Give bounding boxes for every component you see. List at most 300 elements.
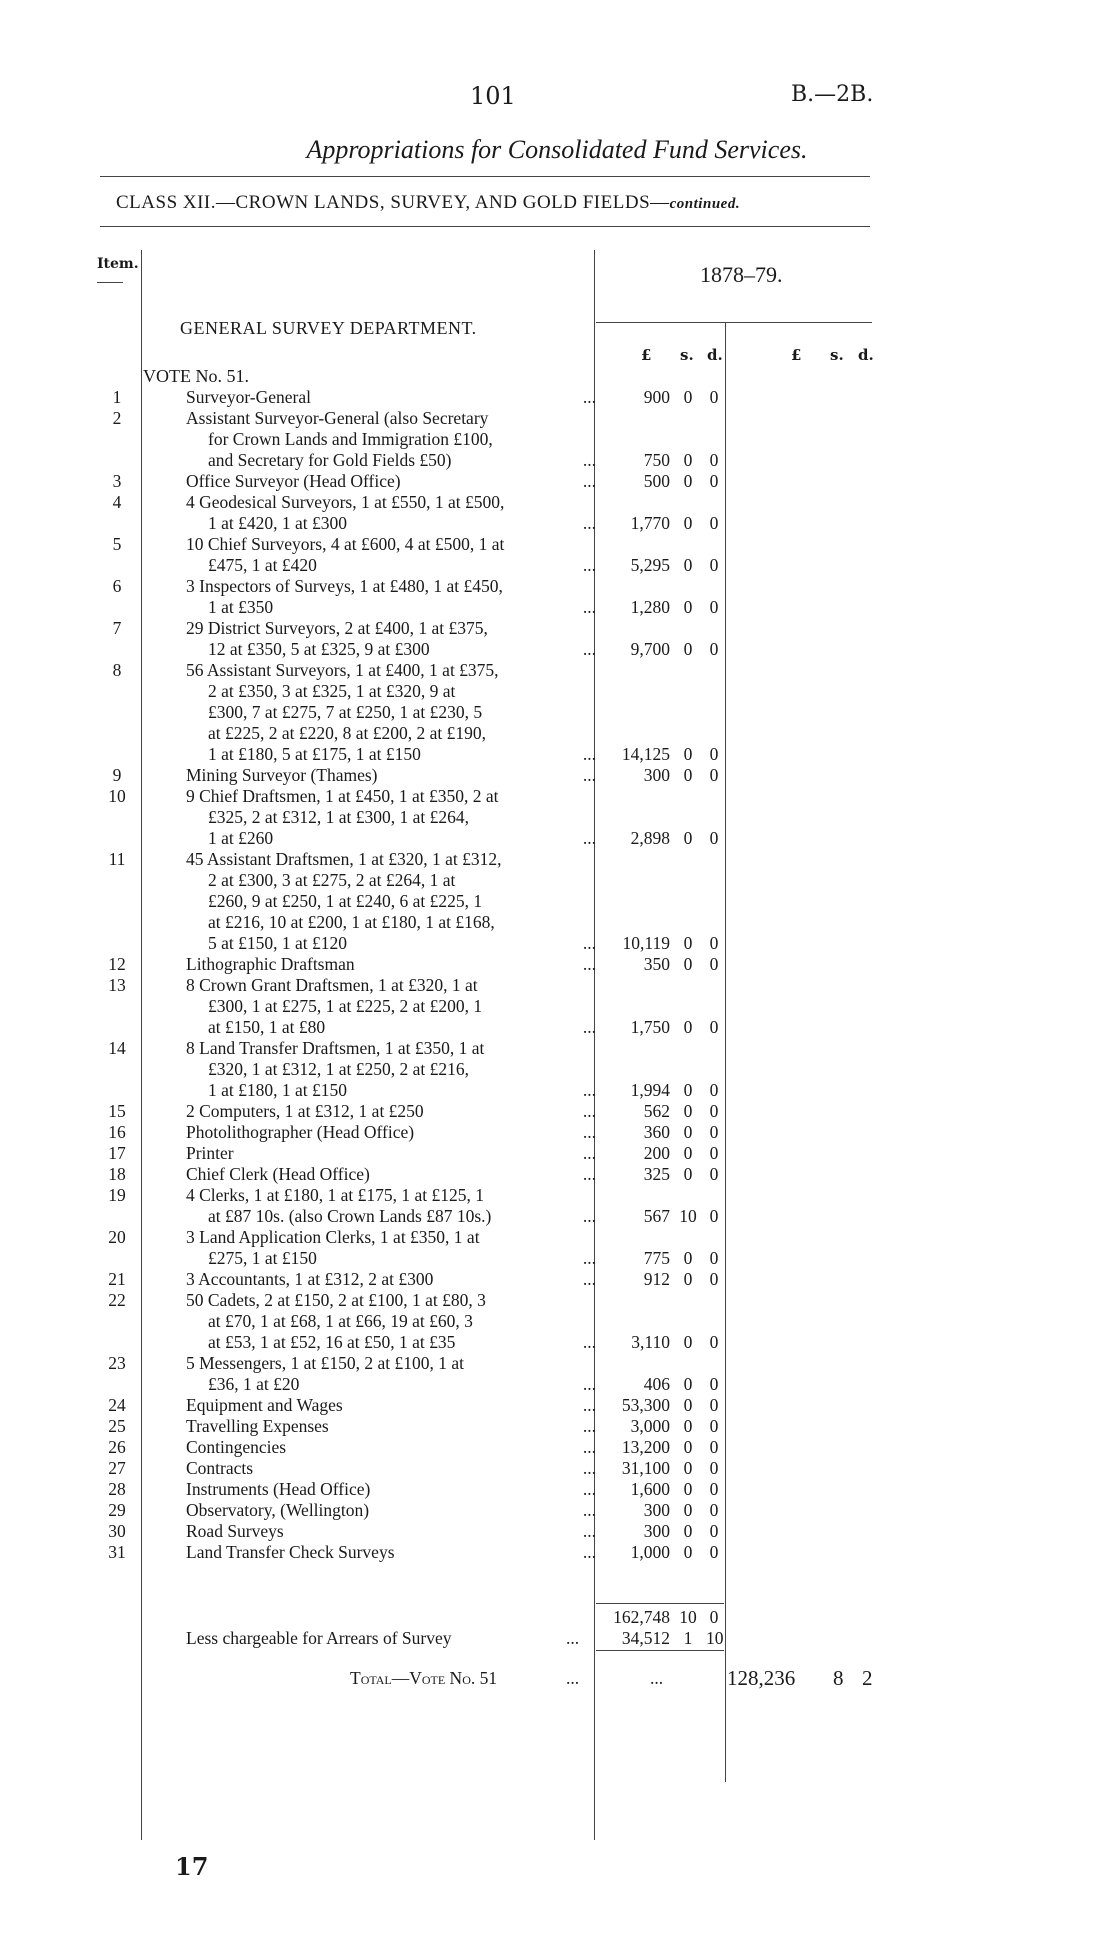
item-description — [186, 408, 596, 471]
leader-wrap — [186, 1248, 596, 1269]
less-row — [0, 1628, 1114, 1649]
amount-pounds: 912 — [643, 1269, 670, 1289]
description-line: 5 at £150, 1 at £120 — [208, 933, 348, 953]
item-description — [186, 954, 596, 975]
item-description — [186, 1164, 596, 1185]
amount-shillings: 0 — [683, 1500, 693, 1520]
description-line: 1 at £180, 1 at £150 — [208, 1080, 348, 1100]
amount-pounds: 3,000 — [630, 1416, 670, 1436]
less-leader: ... — [566, 1628, 580, 1648]
item-number: 22 — [108, 1290, 126, 1310]
leader-wrap — [186, 1395, 596, 1416]
total-pence-header: d. — [858, 346, 874, 364]
item-number: 3 — [112, 471, 122, 491]
item-number: 31 — [108, 1542, 126, 1562]
folio-number: 17 — [175, 1852, 209, 1881]
description-line: Mining Surveyor (Thames) — [186, 765, 378, 785]
amount-shillings: 0 — [683, 1080, 693, 1100]
leader-wrap — [186, 1374, 596, 1395]
description-line: 56 Assistant Surveyors, 1 at £400, 1 at £375, — [186, 660, 499, 680]
total-row — [0, 1666, 1114, 1690]
amount-pounds: 300 — [643, 1500, 670, 1520]
item-description — [186, 1542, 596, 1563]
class-heading-suffix: continued. — [669, 196, 741, 212]
leader-dots: ... — [582, 1122, 596, 1142]
leader-dots: ... — [582, 1500, 596, 1520]
item-number: 21 — [108, 1269, 126, 1289]
amount-pence: 0 — [709, 1374, 719, 1394]
amount-pounds: 1,600 — [630, 1479, 670, 1499]
amount-pounds: 406 — [643, 1374, 670, 1394]
item-description — [186, 786, 596, 849]
leader-wrap — [186, 1542, 596, 1563]
item-number: 29 — [108, 1500, 126, 1520]
item-number: 28 — [108, 1479, 126, 1499]
amount-pounds: 1,994 — [630, 1080, 670, 1100]
leader-wrap — [186, 1458, 596, 1479]
leader-dots: ... — [582, 933, 596, 953]
pence-header: d. — [707, 346, 723, 364]
amount-pence: 0 — [709, 1017, 719, 1037]
leader-dots: ... — [582, 1395, 596, 1415]
description-line: Lithographic Draftsman — [186, 954, 355, 974]
subtotal-shillings: 10 — [679, 1607, 697, 1627]
item-number: 7 — [112, 618, 122, 638]
amount-pence: 0 — [709, 1080, 719, 1100]
amount-pounds: 13,200 — [621, 1437, 670, 1457]
item-number: 11 — [108, 849, 126, 869]
item-description — [186, 1101, 596, 1122]
amount-pence: 0 — [709, 1143, 719, 1163]
amount-shillings: 0 — [683, 1269, 693, 1289]
item-number: 25 — [108, 1416, 126, 1436]
leader-dots: ... — [582, 597, 596, 617]
leader-dots: ... — [582, 1374, 596, 1394]
amount-pence: 0 — [709, 933, 719, 953]
less-pounds: 34,512 — [621, 1628, 670, 1648]
amount-shillings: 0 — [683, 513, 693, 533]
amount-shillings: 0 — [683, 1143, 693, 1163]
leader-wrap — [186, 1164, 596, 1185]
description-line: Photolithographer (Head Office) — [186, 1122, 415, 1142]
amount-shillings: 0 — [683, 1374, 693, 1394]
description-line: 3 Land Application Clerks, 1 at £350, 1 at — [186, 1227, 480, 1247]
total-shilling-header: s. — [830, 346, 844, 364]
rule-subtotal — [596, 1603, 724, 1604]
leader-dots: ... — [582, 1269, 596, 1289]
amount-pence: 0 — [709, 1479, 719, 1499]
leader-wrap — [186, 933, 596, 954]
item-description — [186, 471, 596, 492]
item-description — [186, 765, 596, 786]
item-description — [186, 1437, 596, 1458]
description-line: £300, 7 at £275, 7 at £250, 1 at £230, 5 — [208, 702, 483, 722]
leader-wrap — [186, 1101, 596, 1122]
amount-pounds: 2,898 — [630, 828, 670, 848]
item-number: 30 — [108, 1521, 126, 1541]
amount-shillings: 0 — [683, 1416, 693, 1436]
leader-wrap — [186, 1332, 596, 1353]
item-number: 20 — [108, 1227, 126, 1247]
leader-dots: ... — [582, 1332, 596, 1352]
description-line: at £87 10s. (also Crown Lands £87 10s.) — [208, 1206, 492, 1226]
leader-dots: ... — [582, 1458, 596, 1478]
item-number: 17 — [108, 1143, 126, 1163]
description-line: Printer — [186, 1143, 234, 1163]
item-description — [186, 1290, 596, 1353]
amount-pounds: 750 — [643, 450, 670, 470]
item-number: 4 — [112, 492, 122, 512]
leader-dots: ... — [582, 471, 596, 491]
amount-pounds: 500 — [643, 471, 670, 491]
leader-wrap — [186, 1017, 596, 1038]
amount-shillings: 0 — [683, 1332, 693, 1352]
amount-pounds: 567 — [643, 1206, 670, 1226]
leader-wrap — [186, 1416, 596, 1437]
rule-top — [100, 176, 870, 177]
leader-wrap — [186, 1479, 596, 1500]
amount-pence: 0 — [709, 1395, 719, 1415]
item-column-rule — [141, 250, 142, 1840]
amount-pence: 0 — [709, 1164, 719, 1184]
amount-pence: 0 — [709, 744, 719, 764]
rule-item-label — [97, 282, 123, 283]
amount-shillings: 0 — [683, 1101, 693, 1121]
subtotal-pence: 0 — [709, 1607, 719, 1627]
item-description — [186, 1185, 596, 1227]
total-label: Total—Vote No. 51 — [350, 1668, 498, 1688]
page-subtitle: Appropriations for Consolidated Fund Services. — [306, 135, 808, 164]
amount-pounds: 14,125 — [621, 744, 670, 764]
leader-dots: ... — [582, 1479, 596, 1499]
class-heading-text: CLASS XII.—CROWN LANDS, SURVEY, AND GOLD FIELDS— — [116, 192, 670, 213]
amount-pence: 0 — [709, 471, 719, 491]
leader-dots: ... — [582, 513, 596, 533]
amount-pence: 0 — [709, 1269, 719, 1289]
description-line: Travelling Expenses — [186, 1416, 329, 1436]
shilling-header: s. — [680, 346, 694, 364]
description-line: Road Surveys — [186, 1521, 284, 1541]
amount-pounds: 31,100 — [621, 1458, 670, 1478]
item-number: 23 — [108, 1353, 126, 1373]
description-line: Office Surveyor (Head Office) — [186, 471, 401, 491]
leader-wrap — [186, 1122, 596, 1143]
amount-pounds: 1,770 — [630, 513, 670, 533]
description-line: Contracts — [186, 1458, 254, 1478]
description-line: 1 at £180, 5 at £175, 1 at £150 — [208, 744, 421, 764]
amount-pounds: 53,300 — [621, 1395, 670, 1415]
description-line: 2 at £300, 3 at £275, 2 at £264, 1 at — [208, 870, 456, 890]
item-number: 9 — [112, 765, 122, 785]
leader-dots: ... — [582, 1101, 596, 1121]
description-line: 8 Crown Grant Draftsmen, 1 at £320, 1 at — [186, 975, 478, 995]
amount-pounds: 562 — [643, 1101, 670, 1121]
item-number: 8 — [112, 660, 122, 680]
document-reference: B.—2B. — [791, 82, 874, 107]
description-line: £300, 1 at £275, 1 at £225, 2 at £200, 1 — [208, 996, 483, 1016]
amount-pounds: 9,700 — [630, 639, 670, 659]
amount-pence: 0 — [709, 1206, 719, 1226]
amount-pence: 0 — [709, 639, 719, 659]
amount-pence: 0 — [709, 954, 719, 974]
leader-dots: ... — [582, 954, 596, 974]
leader-dots: ... — [582, 1206, 596, 1226]
item-number: 2 — [112, 408, 122, 428]
description-line: 10 Chief Surveyors, 4 at £600, 4 at £500, 1 at — [186, 534, 505, 554]
description-line: 12 at £350, 5 at £325, 9 at £300 — [208, 639, 430, 659]
leader-wrap — [186, 1206, 596, 1227]
item-number: 18 — [108, 1164, 126, 1184]
description-line: at £216, 10 at £200, 1 at £180, 1 at £168, — [208, 912, 495, 932]
amount-shillings: 0 — [683, 1164, 693, 1184]
description-line: 2 at £350, 3 at £325, 1 at £320, 9 at — [208, 681, 456, 701]
item-number: 6 — [112, 576, 122, 596]
total-pounds: 128,236 — [727, 1666, 796, 1690]
subtotal-row — [0, 1607, 1114, 1628]
total-shillings: 8 — [833, 1666, 844, 1690]
leader-wrap — [186, 555, 596, 576]
amount-pounds: 900 — [643, 387, 670, 407]
item-number: 16 — [108, 1122, 126, 1142]
description-line: 3 Inspectors of Surveys, 1 at £480, 1 at £450, — [186, 576, 503, 596]
item-description — [186, 1269, 596, 1290]
amount-pence: 0 — [709, 765, 719, 785]
description-line: £475, 1 at £420 — [208, 555, 317, 575]
item-description — [186, 1395, 596, 1416]
amount-shillings: 0 — [683, 639, 693, 659]
leader-dots: ... — [582, 639, 596, 659]
item-number: 15 — [108, 1101, 126, 1121]
item-description — [186, 1143, 596, 1164]
description-line: at £70, 1 at £68, 1 at £66, 19 at £60, 3 — [208, 1311, 473, 1331]
amount-pence: 0 — [709, 1101, 719, 1121]
description-line: 8 Land Transfer Draftsmen, 1 at £350, 1 at — [186, 1038, 485, 1058]
amount-pence: 0 — [709, 1248, 719, 1268]
financial-year: 1878–79. — [700, 262, 783, 287]
amount-shillings: 0 — [683, 1395, 693, 1415]
amount-shillings: 0 — [683, 1521, 693, 1541]
leader-dots: ... — [582, 1143, 596, 1163]
amount-pounds: 200 — [643, 1143, 670, 1163]
description-line: 4 Geodesical Surveyors, 1 at £550, 1 at £500, — [186, 492, 505, 512]
item-description — [186, 1416, 596, 1437]
leader-dots: ... — [582, 1080, 596, 1100]
leader-wrap — [186, 387, 596, 408]
item-description — [186, 1122, 596, 1143]
item-description — [186, 534, 596, 576]
amount-pence: 0 — [709, 828, 719, 848]
description-line: 1 at £420, 1 at £300 — [208, 513, 348, 533]
leader-wrap — [186, 1437, 596, 1458]
description-line: Instruments (Head Office) — [186, 1479, 371, 1499]
description-line: at £225, 2 at £220, 8 at £200, 2 at £190, — [208, 723, 487, 743]
rule-less — [596, 1650, 724, 1651]
leader-dots: ... — [582, 1017, 596, 1037]
amount-shillings: 0 — [683, 765, 693, 785]
amount-shillings: 0 — [683, 744, 693, 764]
item-description — [186, 1479, 596, 1500]
item-description — [186, 1500, 596, 1521]
amount-pence: 0 — [709, 1542, 719, 1562]
amount-pounds: 10,119 — [622, 933, 670, 953]
amount-pounds: 350 — [643, 954, 670, 974]
leader-dots: ... — [582, 744, 596, 764]
amount-shillings: 0 — [683, 387, 693, 407]
item-number: 1 — [112, 387, 122, 407]
item-description — [186, 975, 596, 1038]
pound-header: £ — [641, 346, 652, 364]
description-line: 5 Messengers, 1 at £150, 2 at £100, 1 at — [186, 1353, 465, 1373]
amount-shillings: 0 — [683, 933, 693, 953]
amount-pounds: 5,295 — [630, 555, 670, 575]
department-heading: GENERAL SURVEY DEPARTMENT. — [180, 318, 477, 338]
amount-pounds: 300 — [643, 765, 670, 785]
leader-dots: ... — [582, 828, 596, 848]
amount-shillings: 0 — [683, 954, 693, 974]
description-line: Equipment and Wages — [186, 1395, 343, 1415]
total-pence: 2 — [862, 1666, 873, 1690]
less-shillings: 1 — [683, 1628, 693, 1648]
amount-shillings: 10 — [679, 1206, 697, 1226]
item-description — [186, 387, 596, 408]
amount-pence: 0 — [709, 597, 719, 617]
amount-pence: 0 — [709, 1437, 719, 1457]
amount-shillings: 0 — [683, 1542, 693, 1562]
leader-wrap — [186, 1269, 596, 1290]
class-heading — [116, 192, 740, 214]
amount-shillings: 0 — [683, 555, 693, 575]
item-number: 19 — [108, 1185, 126, 1205]
amount-shillings: 0 — [683, 471, 693, 491]
item-number: 5 — [112, 534, 122, 554]
leader-dots: ... — [582, 1542, 596, 1562]
item-column-label: Item. — [97, 256, 139, 272]
item-description — [186, 492, 596, 534]
amount-shillings: 0 — [683, 828, 693, 848]
vote-heading: VOTE No. 51. — [143, 366, 249, 386]
page-number: 101 — [470, 82, 516, 110]
amount-pounds: 360 — [643, 1122, 670, 1142]
leader-wrap — [186, 1080, 596, 1101]
leader-wrap — [186, 828, 596, 849]
item-number: 27 — [108, 1458, 126, 1478]
description-line: 45 Assistant Draftsmen, 1 at £320, 1 at £312, — [186, 849, 502, 869]
amount-shillings: 0 — [683, 1479, 693, 1499]
description-line: Chief Clerk (Head Office) — [186, 1164, 370, 1184]
amount-pounds: 3,110 — [631, 1332, 670, 1352]
amount-shillings: 0 — [683, 1122, 693, 1142]
leader-wrap — [186, 450, 596, 471]
item-number: 13 — [108, 975, 126, 995]
amount-pence: 0 — [709, 1458, 719, 1478]
leader-wrap — [186, 954, 596, 975]
amount-pounds: 1,750 — [630, 1017, 670, 1037]
description-line: £325, 2 at £312, 1 at £300, 1 at £264, — [208, 807, 470, 827]
leader-wrap — [186, 1500, 596, 1521]
item-description — [186, 1038, 596, 1101]
amount-pounds: 775 — [643, 1248, 670, 1268]
amount-pence: 0 — [709, 513, 719, 533]
amount-pounds: 1,280 — [630, 597, 670, 617]
amount-pence: 0 — [709, 1416, 719, 1436]
subtotal-pounds: 162,748 — [613, 1607, 670, 1627]
item-number: 14 — [108, 1038, 126, 1058]
item-description — [186, 576, 596, 618]
total-column-rule — [725, 322, 726, 1782]
rule-under-heading — [100, 226, 870, 227]
description-line: 50 Cadets, 2 at £150, 2 at £100, 1 at £80, 3 — [186, 1290, 486, 1310]
total-leader: ... — [566, 1668, 580, 1688]
item-number: 12 — [108, 954, 126, 974]
leader-dots: ... — [582, 387, 596, 407]
total-blank-marker: ... — [650, 1668, 664, 1688]
less-label: Less chargeable for Arrears of Survey — [186, 1628, 452, 1648]
description-line: £36, 1 at £20 — [208, 1374, 300, 1394]
item-description — [186, 618, 596, 660]
leader-dots: ... — [582, 1521, 596, 1541]
leader-wrap — [186, 765, 596, 786]
item-description — [186, 660, 596, 765]
description-line: Land Transfer Check Surveys — [186, 1542, 395, 1562]
amount-shillings: 0 — [683, 597, 693, 617]
item-description — [186, 849, 596, 954]
description-line: 1 at £260 — [208, 828, 274, 848]
amount-shillings: 0 — [683, 1458, 693, 1478]
amount-pence: 0 — [709, 387, 719, 407]
leader-dots: ... — [582, 1437, 596, 1457]
item-description — [186, 1227, 596, 1269]
item-description — [186, 1521, 596, 1542]
leader-dots: ... — [582, 1248, 596, 1268]
description-line: at £150, 1 at £80 — [208, 1017, 326, 1037]
leader-dots: ... — [582, 450, 596, 470]
leader-dots: ... — [582, 555, 596, 575]
description-line: and Secretary for Gold Fields £50) — [208, 450, 452, 470]
amount-pence: 0 — [709, 555, 719, 575]
leader-wrap — [186, 744, 596, 765]
item-number: 26 — [108, 1437, 126, 1457]
less-pence: 10 — [706, 1628, 724, 1648]
description-line: 9 Chief Draftsmen, 1 at £450, 1 at £350, 2 at — [186, 786, 499, 806]
description-line: Assistant Surveyor-General (also Secretary — [186, 408, 489, 428]
amount-pence: 0 — [709, 450, 719, 470]
description-line: £260, 9 at £250, 1 at £240, 6 at £225, 1 — [208, 891, 483, 911]
amount-pounds: 325 — [643, 1164, 670, 1184]
description-line: Observatory, (Wellington) — [186, 1500, 370, 1520]
description-line: Contingencies — [186, 1437, 287, 1457]
leader-wrap — [186, 471, 596, 492]
rule-year — [596, 322, 872, 323]
description-line: 4 Clerks, 1 at £180, 1 at £175, 1 at £125, 1 — [186, 1185, 484, 1205]
description-line: 1 at £350 — [208, 597, 274, 617]
item-number: 10 — [108, 786, 126, 806]
description-line: 2 Computers, 1 at £312, 1 at £250 — [186, 1101, 424, 1121]
description-line: £320, 1 at £312, 1 at £250, 2 at £216, — [208, 1059, 470, 1079]
leader-wrap — [186, 513, 596, 534]
amount-pence: 0 — [709, 1521, 719, 1541]
item-number: 24 — [108, 1395, 126, 1415]
leader-wrap — [186, 1521, 596, 1542]
amount-pounds: 1,000 — [630, 1542, 670, 1562]
description-line: at £53, 1 at £52, 16 at £50, 1 at £35 — [208, 1332, 456, 1352]
description-line: 3 Accountants, 1 at £312, 2 at £300 — [186, 1269, 434, 1289]
description-line: Surveyor-General — [186, 387, 312, 407]
total-pound-header: £ — [791, 346, 802, 364]
description-line: 29 District Surveyors, 2 at £400, 1 at £375, — [186, 618, 488, 638]
amount-shillings: 0 — [683, 1437, 693, 1457]
leader-dots: ... — [582, 1164, 596, 1184]
amount-pounds: 300 — [643, 1521, 670, 1541]
